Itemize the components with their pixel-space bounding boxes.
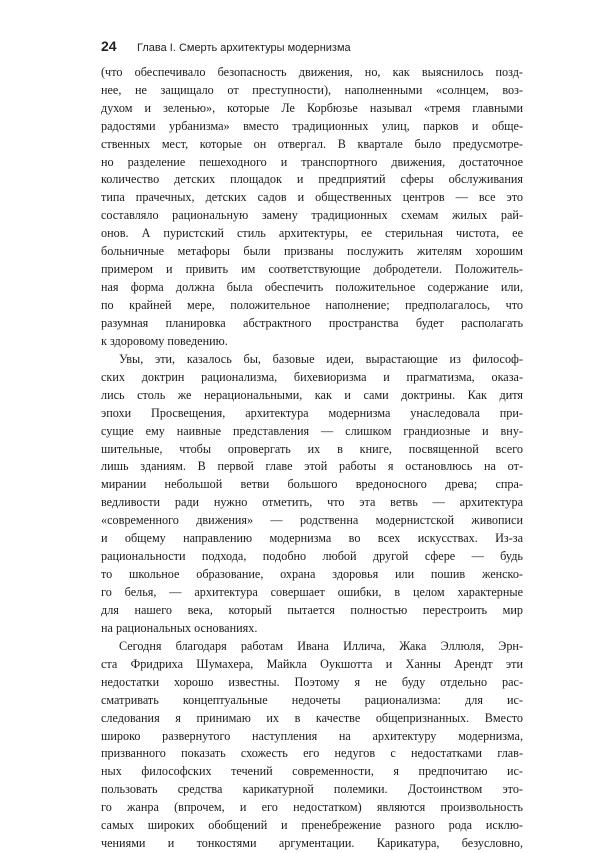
text-line: призванного показать схожесть его недугов с недостатками глав- bbox=[101, 746, 523, 761]
body-text bbox=[101, 64, 523, 853]
paragraph bbox=[101, 638, 523, 853]
paragraph bbox=[101, 64, 523, 351]
text-line: больничные метафоры были призваны послужить жителям хорошим bbox=[101, 244, 523, 259]
text-line: духом и зеленью», которые Ле Корбюзье называл «тремя главными bbox=[101, 100, 523, 115]
text-line: онов. А пуристский стиль архитектуры, ее стерильная чистота, ее bbox=[101, 226, 523, 241]
text-line: и общему направлению модернизма во всех искусствах. Из-за bbox=[101, 531, 523, 546]
text-line: пользовать средства карикатурной полемики. Достоинством это- bbox=[101, 782, 523, 797]
chapter-title: Глава I. Смерть архитектуры модернизма bbox=[137, 42, 351, 54]
text-line: лись столь же нерациональными, как и сами доктрины. Как дитя bbox=[101, 387, 523, 402]
text-line: примером и привить им соответствующие добродетели. Положитель- bbox=[101, 261, 523, 276]
running-head bbox=[101, 38, 521, 54]
text-line: мирании небольшой ветви большого вредоносного древа; спра- bbox=[101, 477, 523, 492]
text-line: чениями и тонкостями аргументации. Карикатура, безусловно, bbox=[101, 835, 523, 850]
text-line: типа прачечных, детских садов и общественных центров — все это bbox=[101, 190, 523, 205]
text-line: ная форма должна была обеспечить положительное содержание или, bbox=[101, 279, 523, 294]
text-line: ственных мест, которые он отвергал. В квартале было предусмотре- bbox=[101, 136, 523, 151]
text-line: но разделение пешеходного и транспортного движения, достаточное bbox=[101, 154, 523, 169]
text-line: на рациональных основаниях. bbox=[101, 620, 258, 635]
text-line: ведливости ради нужно отметить, что эта ветвь — архитектура bbox=[101, 495, 523, 510]
text-line: то школьное образование, охрана здоровья или пошив женско- bbox=[101, 566, 523, 581]
text-line: разумная планировка абстрактного пространства будет располагать bbox=[101, 315, 523, 330]
text-line: лишь зданиям. В первой главе этой работы я остановлюсь на от- bbox=[101, 459, 523, 474]
text-line: го жанра (впрочем, и его недостатком) являются произвольность bbox=[101, 800, 523, 815]
text-line: по крайней мере, положительное наполнение; предполагалось, что bbox=[101, 297, 523, 312]
text-line: «современного движения» — родственна модернистской живописи bbox=[101, 513, 523, 528]
page-number: 24 bbox=[101, 38, 117, 54]
text-line: эпохи Просвещения, архитектура модернизма унаследовала при- bbox=[101, 405, 523, 420]
text-line: количество детских площадок и предприятий сферы обслуживания bbox=[101, 172, 523, 187]
text-line: го белья, — архитектура совершает ошибки, в целом характерные bbox=[101, 584, 523, 599]
text-line: Сегодня благодаря работам Ивана Иллича, Жака Эллюля, Эрн- bbox=[119, 639, 523, 653]
text-line: ста Фридриха Шумахера, Майкла Оукшотта и Ханны Арендт эти bbox=[101, 656, 523, 671]
text-line: (что обеспечивало безопасность движения, но, как выяснилось позд- bbox=[101, 65, 523, 79]
text-line: к здоровому поведению. bbox=[101, 333, 228, 348]
text-line: ных философских течений современности, я предпочитаю ис- bbox=[101, 764, 523, 779]
text-line: шительные, чтобы опровергать их в книге, посвященной всего bbox=[101, 441, 523, 456]
text-line: рациональности подхода, подобно любой другой сфере — будь bbox=[101, 548, 523, 563]
text-line: широко развернутого наступления на архитектуру модернизма, bbox=[101, 728, 523, 743]
text-line: Увы, эти, казалось бы, базовые идеи, вырастающие из философ- bbox=[119, 352, 523, 366]
text-line: сматривать концептуальные недочеты рационализма: для ис- bbox=[101, 692, 523, 707]
text-line: составляло рациональную замену традиционных схемам жилых рай- bbox=[101, 208, 523, 223]
text-line: самых широких обобщений и пренебрежение разного рода исклю- bbox=[101, 818, 523, 833]
text-line: сущие ему наивные представления — слишком грандиозные и вну- bbox=[101, 423, 523, 438]
text-line: следования я принимаю их в качестве общепризнанных. Вместо bbox=[101, 710, 523, 725]
text-line: для нашего века, который пытается полностью перестроить мир bbox=[101, 602, 523, 617]
paragraph bbox=[101, 351, 523, 638]
text-line: недостатки хорошо известны. Поэтому я не буду отдельно рас- bbox=[101, 674, 523, 689]
text-line: радостями урбанизма» вместо традиционных улиц, парков и обще- bbox=[101, 118, 523, 133]
text-line: ских доктрин рационализма, бихевиоризма и прагматизма, оказа- bbox=[101, 369, 523, 384]
text-line: нее, не защищало от преступности), наполненными «солнцем, воз- bbox=[101, 82, 523, 97]
